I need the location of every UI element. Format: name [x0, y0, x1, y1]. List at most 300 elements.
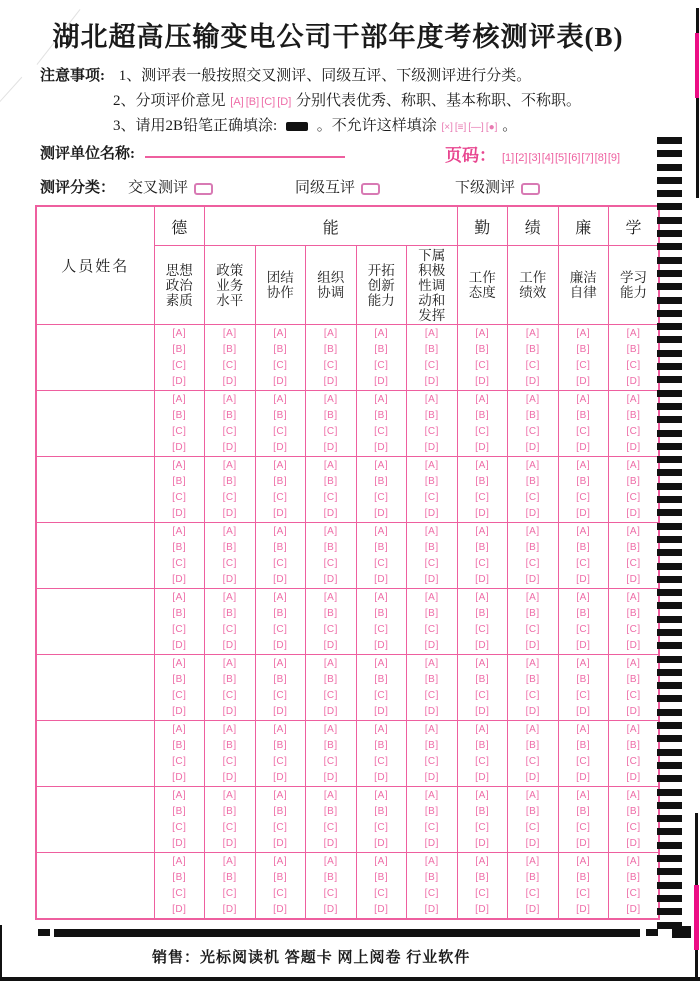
option-bubble[interactable]: [A] [273, 525, 288, 537]
option-bubble[interactable]: [A] [525, 459, 540, 471]
option-bubble[interactable]: [D] [525, 441, 540, 453]
option-bubble[interactable]: [C] [626, 755, 641, 767]
option-bubble[interactable]: [B] [172, 541, 187, 553]
option-bubble[interactable]: [C] [626, 491, 641, 503]
option-bubble[interactable]: [B] [323, 343, 338, 355]
option-bubble[interactable]: [B] [374, 805, 389, 817]
option-bubble[interactable]: [C] [222, 689, 237, 701]
option-bubble[interactable]: [B] [525, 673, 540, 685]
option-bubble[interactable]: [A] [475, 723, 490, 735]
option-bubble[interactable]: [D] [323, 507, 338, 519]
option-bubble[interactable]: [B] [576, 673, 591, 685]
option-bubble[interactable]: [A] [222, 459, 237, 471]
option-bubble[interactable]: [B] [576, 739, 591, 751]
option-bubble[interactable]: [A] [273, 723, 288, 735]
option-bubble[interactable]: [C] [475, 821, 490, 833]
page-code-value[interactable]: [6] [568, 152, 581, 164]
option-bubble[interactable]: [B] [172, 805, 187, 817]
option-bubble[interactable]: [B] [424, 805, 439, 817]
option-bubble[interactable]: [C] [626, 689, 641, 701]
option-bubble[interactable]: [B] [222, 343, 237, 355]
option-bubble[interactable]: [D] [374, 771, 389, 783]
option-bubble[interactable]: [A] [323, 723, 338, 735]
option-bubble[interactable]: [B] [525, 739, 540, 751]
option-bubble[interactable]: [D] [172, 639, 187, 651]
option-bubble[interactable]: [B] [424, 739, 439, 751]
option-bubble[interactable]: [A] [222, 525, 237, 537]
option-bubble[interactable]: [D] [222, 507, 237, 519]
option-bubble[interactable]: [A] [323, 459, 338, 471]
option-bubble[interactable]: [A] [273, 591, 288, 603]
option-bubble[interactable]: [C] [626, 821, 641, 833]
option-bubble[interactable]: [B] [475, 409, 490, 421]
option-bubble[interactable]: [A] [323, 855, 338, 867]
option-bubble[interactable]: [B] [222, 409, 237, 421]
option-bubble[interactable]: [A] [626, 591, 641, 603]
option-bubble[interactable]: [C] [626, 623, 641, 635]
option-bubble[interactable]: [C] [172, 821, 187, 833]
option-bubble[interactable]: [D] [626, 771, 641, 783]
option-bubble[interactable]: [D] [172, 573, 187, 585]
option-bubble[interactable]: [B] [525, 871, 540, 883]
option-bubble[interactable]: [B] [576, 805, 591, 817]
option-bubble[interactable]: [D] [424, 375, 439, 387]
option-bubble[interactable]: [A] [374, 789, 389, 801]
option-bubble[interactable]: [A] [424, 591, 439, 603]
option-bubble[interactable]: [B] [374, 607, 389, 619]
option-bubble[interactable]: [D] [626, 573, 641, 585]
option-bubble[interactable]: [B] [424, 607, 439, 619]
option-bubble[interactable]: [D] [374, 903, 389, 915]
option-bubble[interactable]: [D] [424, 837, 439, 849]
option-bubble[interactable]: [A] [424, 393, 439, 405]
option-bubble[interactable]: [A] [424, 789, 439, 801]
option-bubble[interactable]: [B] [576, 343, 591, 355]
option-bubble[interactable]: [C] [424, 425, 439, 437]
option-bubble[interactable]: [A] [576, 855, 591, 867]
option-bubble[interactable]: [A] [576, 591, 591, 603]
option-bubble[interactable]: [A] [273, 789, 288, 801]
option-bubble[interactable]: [A] [323, 789, 338, 801]
option-bubble[interactable]: [D] [576, 837, 591, 849]
option-bubble[interactable]: [B] [323, 475, 338, 487]
option-bubble[interactable]: [B] [172, 871, 187, 883]
option-bubble[interactable]: [C] [172, 623, 187, 635]
option-bubble[interactable]: [D] [273, 507, 288, 519]
option-bubble[interactable]: [C] [525, 359, 540, 371]
option-bubble[interactable]: [B] [626, 871, 641, 883]
option-bubble[interactable]: [C] [525, 755, 540, 767]
option-bubble[interactable]: [C] [323, 887, 338, 899]
option-bubble[interactable]: [A] [475, 459, 490, 471]
option-bubble[interactable]: [C] [475, 557, 490, 569]
option-bubble[interactable]: [C] [273, 359, 288, 371]
option-bubble[interactable]: [C] [172, 887, 187, 899]
option-bubble[interactable]: [C] [576, 887, 591, 899]
option-bubble[interactable]: [D] [222, 573, 237, 585]
option-bubble[interactable]: [D] [374, 837, 389, 849]
option-bubble[interactable]: [C] [374, 623, 389, 635]
option-bubble[interactable]: [C] [273, 623, 288, 635]
option-bubble[interactable]: [C] [424, 821, 439, 833]
option-bubble[interactable]: [B] [424, 541, 439, 553]
option-bubble[interactable]: [D] [626, 837, 641, 849]
option-bubble[interactable]: [B] [576, 541, 591, 553]
name-cell[interactable] [36, 523, 154, 589]
option-bubble[interactable]: [D] [222, 441, 237, 453]
option-bubble[interactable]: [B] [424, 343, 439, 355]
option-bubble[interactable]: [C] [576, 557, 591, 569]
option-bubble[interactable]: [C] [273, 887, 288, 899]
option-bubble[interactable]: [C] [374, 755, 389, 767]
option-bubble[interactable]: [A] [525, 855, 540, 867]
option-bubble[interactable]: [D] [273, 771, 288, 783]
option-bubble[interactable]: [C] [626, 887, 641, 899]
option-bubble[interactable]: [C] [323, 689, 338, 701]
name-cell[interactable] [36, 853, 154, 920]
option-bubble[interactable]: [C] [273, 755, 288, 767]
option-bubble[interactable]: [D] [273, 375, 288, 387]
option-bubble[interactable]: [D] [576, 903, 591, 915]
option-bubble[interactable]: [C] [525, 557, 540, 569]
option-bubble[interactable]: [A] [273, 657, 288, 669]
option-bubble[interactable]: [A] [323, 393, 338, 405]
category-checkbox[interactable] [521, 183, 540, 195]
option-bubble[interactable]: [C] [222, 491, 237, 503]
option-bubble[interactable]: [D] [475, 375, 490, 387]
option-bubble[interactable]: [D] [323, 441, 338, 453]
option-bubble[interactable]: [C] [323, 491, 338, 503]
option-bubble[interactable]: [D] [424, 507, 439, 519]
option-bubble[interactable]: [B] [222, 673, 237, 685]
option-bubble[interactable]: [C] [475, 755, 490, 767]
option-bubble[interactable]: [D] [424, 639, 439, 651]
option-bubble[interactable]: [B] [424, 475, 439, 487]
option-bubble[interactable]: [B] [374, 541, 389, 553]
option-bubble[interactable]: [C] [273, 425, 288, 437]
option-bubble[interactable]: [D] [626, 639, 641, 651]
option-bubble[interactable]: [D] [222, 903, 237, 915]
option-bubble[interactable]: [B] [222, 739, 237, 751]
option-bubble[interactable]: [B] [374, 673, 389, 685]
option-bubble[interactable]: [A] [172, 723, 187, 735]
option-bubble[interactable]: [B] [273, 805, 288, 817]
option-bubble[interactable]: [D] [172, 507, 187, 519]
option-bubble[interactable]: [D] [475, 837, 490, 849]
option-bubble[interactable]: [A] [525, 393, 540, 405]
option-bubble[interactable]: [A] [172, 789, 187, 801]
option-bubble[interactable]: [D] [172, 441, 187, 453]
option-bubble[interactable]: [C] [576, 623, 591, 635]
option-bubble[interactable]: [C] [525, 689, 540, 701]
option-bubble[interactable]: [A] [626, 393, 641, 405]
option-bubble[interactable]: [A] [374, 657, 389, 669]
option-bubble[interactable]: [C] [222, 359, 237, 371]
option-bubble[interactable]: [A] [525, 327, 540, 339]
option-bubble[interactable]: [B] [475, 343, 490, 355]
option-bubble[interactable]: [A] [374, 591, 389, 603]
option-bubble[interactable]: [D] [222, 375, 237, 387]
option-bubble[interactable]: [C] [222, 755, 237, 767]
option-bubble[interactable]: [A] [424, 525, 439, 537]
option-bubble[interactable]: [D] [172, 705, 187, 717]
option-bubble[interactable]: [B] [424, 673, 439, 685]
option-bubble[interactable]: [B] [374, 409, 389, 421]
option-bubble[interactable]: [B] [273, 739, 288, 751]
option-bubble[interactable]: [C] [424, 557, 439, 569]
option-bubble[interactable]: [B] [172, 475, 187, 487]
option-bubble[interactable]: [C] [172, 425, 187, 437]
option-bubble[interactable]: [C] [525, 623, 540, 635]
option-bubble[interactable]: [D] [525, 573, 540, 585]
option-bubble[interactable]: [D] [424, 705, 439, 717]
option-bubble[interactable]: [B] [172, 607, 187, 619]
option-bubble[interactable]: [B] [525, 409, 540, 421]
option-bubble[interactable]: [A] [172, 591, 187, 603]
option-bubble[interactable]: [A] [323, 525, 338, 537]
option-bubble[interactable]: [D] [424, 771, 439, 783]
option-bubble[interactable]: [D] [222, 705, 237, 717]
option-bubble[interactable]: [C] [424, 491, 439, 503]
option-bubble[interactable]: [D] [475, 507, 490, 519]
option-bubble[interactable]: [B] [273, 343, 288, 355]
option-bubble[interactable]: [A] [475, 327, 490, 339]
option-bubble[interactable]: [B] [475, 607, 490, 619]
option-bubble[interactable]: [D] [323, 705, 338, 717]
option-bubble[interactable]: [C] [424, 623, 439, 635]
option-bubble[interactable]: [D] [323, 903, 338, 915]
option-bubble[interactable]: [D] [273, 903, 288, 915]
option-bubble[interactable]: [C] [374, 359, 389, 371]
option-bubble[interactable]: [A] [374, 393, 389, 405]
option-bubble[interactable]: [A] [374, 525, 389, 537]
option-bubble[interactable]: [B] [626, 475, 641, 487]
option-bubble[interactable]: [D] [626, 903, 641, 915]
option-bubble[interactable]: [B] [424, 409, 439, 421]
option-bubble[interactable]: [B] [222, 541, 237, 553]
option-bubble[interactable]: [B] [475, 805, 490, 817]
option-bubble[interactable]: [D] [626, 507, 641, 519]
option-bubble[interactable]: [D] [172, 903, 187, 915]
option-bubble[interactable]: [B] [374, 871, 389, 883]
option-bubble[interactable]: [C] [222, 557, 237, 569]
option-bubble[interactable]: [B] [273, 409, 288, 421]
option-bubble[interactable]: [B] [222, 607, 237, 619]
option-bubble[interactable]: [B] [172, 739, 187, 751]
option-bubble[interactable]: [B] [576, 475, 591, 487]
option-bubble[interactable]: [C] [323, 623, 338, 635]
option-bubble[interactable]: [C] [222, 425, 237, 437]
option-bubble[interactable]: [B] [576, 871, 591, 883]
option-bubble[interactable]: [C] [222, 821, 237, 833]
option-bubble[interactable]: [B] [374, 739, 389, 751]
option-bubble[interactable]: [B] [626, 805, 641, 817]
option-bubble[interactable]: [A] [172, 657, 187, 669]
option-bubble[interactable]: [C] [323, 557, 338, 569]
option-bubble[interactable]: [B] [172, 673, 187, 685]
option-bubble[interactable]: [C] [172, 491, 187, 503]
option-bubble[interactable]: [A] [374, 327, 389, 339]
option-bubble[interactable]: [D] [374, 375, 389, 387]
option-bubble[interactable]: [A] [576, 393, 591, 405]
option-bubble[interactable]: [D] [626, 375, 641, 387]
option-bubble[interactable]: [D] [374, 639, 389, 651]
option-bubble[interactable]: [C] [323, 821, 338, 833]
option-bubble[interactable]: [C] [475, 491, 490, 503]
option-bubble[interactable]: [D] [273, 837, 288, 849]
option-bubble[interactable]: [C] [525, 887, 540, 899]
option-bubble[interactable]: [D] [525, 903, 540, 915]
option-bubble[interactable]: [A] [475, 525, 490, 537]
name-cell[interactable] [36, 457, 154, 523]
option-bubble[interactable]: [A] [475, 393, 490, 405]
option-bubble[interactable]: [B] [525, 541, 540, 553]
option-bubble[interactable]: [B] [626, 541, 641, 553]
option-bubble[interactable]: [C] [475, 689, 490, 701]
option-bubble[interactable]: [D] [323, 639, 338, 651]
option-bubble[interactable]: [C] [172, 557, 187, 569]
option-bubble[interactable]: [A] [374, 723, 389, 735]
option-bubble[interactable]: [B] [626, 343, 641, 355]
category-checkbox[interactable] [194, 183, 213, 195]
option-bubble[interactable]: [C] [525, 821, 540, 833]
option-bubble[interactable]: [B] [273, 673, 288, 685]
option-bubble[interactable]: [A] [424, 327, 439, 339]
option-bubble[interactable]: [B] [576, 409, 591, 421]
option-bubble[interactable]: [C] [525, 425, 540, 437]
option-bubble[interactable]: [D] [273, 441, 288, 453]
option-bubble[interactable]: [B] [475, 739, 490, 751]
option-bubble[interactable]: [C] [172, 755, 187, 767]
option-bubble[interactable]: [B] [374, 475, 389, 487]
name-cell[interactable] [36, 589, 154, 655]
option-bubble[interactable]: [C] [273, 491, 288, 503]
option-bubble[interactable]: [B] [626, 607, 641, 619]
option-bubble[interactable]: [A] [172, 459, 187, 471]
option-bubble[interactable]: [C] [374, 425, 389, 437]
option-bubble[interactable]: [C] [374, 887, 389, 899]
option-bubble[interactable]: [C] [576, 689, 591, 701]
option-bubble[interactable]: [D] [576, 573, 591, 585]
option-bubble[interactable]: [D] [273, 573, 288, 585]
option-bubble[interactable]: [A] [172, 855, 187, 867]
option-bubble[interactable]: [D] [576, 375, 591, 387]
option-bubble[interactable]: [A] [626, 723, 641, 735]
option-bubble[interactable]: [D] [475, 771, 490, 783]
option-bubble[interactable]: [A] [424, 459, 439, 471]
option-bubble[interactable]: [A] [576, 789, 591, 801]
option-bubble[interactable]: [A] [475, 591, 490, 603]
option-bubble[interactable]: [D] [172, 837, 187, 849]
option-bubble[interactable]: [A] [222, 591, 237, 603]
option-bubble[interactable]: [D] [475, 705, 490, 717]
option-bubble[interactable]: [A] [576, 525, 591, 537]
option-bubble[interactable]: [D] [525, 771, 540, 783]
option-bubble[interactable]: [D] [424, 573, 439, 585]
option-bubble[interactable]: [A] [626, 789, 641, 801]
option-bubble[interactable]: [D] [222, 771, 237, 783]
option-bubble[interactable]: [A] [172, 327, 187, 339]
option-bubble[interactable]: [B] [525, 805, 540, 817]
option-bubble[interactable]: [C] [273, 689, 288, 701]
option-bubble[interactable]: [D] [525, 507, 540, 519]
option-bubble[interactable]: [B] [525, 475, 540, 487]
option-bubble[interactable]: [D] [424, 441, 439, 453]
option-bubble[interactable]: [C] [424, 689, 439, 701]
category-checkbox[interactable] [361, 183, 380, 195]
option-bubble[interactable]: [A] [374, 459, 389, 471]
option-bubble[interactable]: [B] [626, 673, 641, 685]
option-bubble[interactable]: [D] [475, 573, 490, 585]
option-bubble[interactable]: [A] [323, 657, 338, 669]
option-bubble[interactable]: [C] [323, 755, 338, 767]
option-bubble[interactable]: [A] [525, 657, 540, 669]
option-bubble[interactable]: [A] [424, 855, 439, 867]
option-bubble[interactable]: [A] [475, 789, 490, 801]
option-bubble[interactable]: [D] [576, 705, 591, 717]
option-bubble[interactable]: [C] [222, 623, 237, 635]
option-bubble[interactable]: [B] [273, 475, 288, 487]
option-bubble[interactable]: [D] [222, 837, 237, 849]
option-bubble[interactable]: [C] [172, 359, 187, 371]
option-bubble[interactable]: [B] [424, 871, 439, 883]
option-bubble[interactable]: [D] [525, 639, 540, 651]
name-cell[interactable] [36, 655, 154, 721]
option-bubble[interactable]: [B] [222, 475, 237, 487]
option-bubble[interactable]: [D] [172, 771, 187, 783]
option-bubble[interactable]: [A] [222, 657, 237, 669]
option-bubble[interactable]: [A] [273, 327, 288, 339]
option-bubble[interactable]: [A] [576, 723, 591, 735]
option-bubble[interactable]: [C] [374, 491, 389, 503]
option-bubble[interactable]: [B] [374, 343, 389, 355]
option-bubble[interactable]: [A] [273, 855, 288, 867]
option-bubble[interactable]: [D] [323, 837, 338, 849]
option-bubble[interactable]: [B] [626, 739, 641, 751]
option-bubble[interactable]: [D] [374, 507, 389, 519]
option-bubble[interactable]: [D] [576, 639, 591, 651]
option-bubble[interactable]: [D] [576, 441, 591, 453]
option-bubble[interactable]: [C] [222, 887, 237, 899]
option-bubble[interactable]: [B] [323, 541, 338, 553]
option-bubble[interactable]: [D] [626, 441, 641, 453]
option-bubble[interactable]: [C] [576, 755, 591, 767]
option-bubble[interactable]: [B] [172, 343, 187, 355]
option-bubble[interactable]: [A] [222, 855, 237, 867]
option-bubble[interactable]: [A] [525, 525, 540, 537]
option-bubble[interactable]: [C] [374, 821, 389, 833]
option-bubble[interactable]: [D] [374, 705, 389, 717]
option-bubble[interactable]: [D] [576, 507, 591, 519]
option-bubble[interactable]: [C] [424, 887, 439, 899]
option-bubble[interactable]: [B] [323, 409, 338, 421]
option-bubble[interactable]: [A] [273, 459, 288, 471]
option-bubble[interactable]: [A] [475, 855, 490, 867]
option-bubble[interactable]: [D] [525, 375, 540, 387]
option-bubble[interactable]: [A] [576, 327, 591, 339]
option-bubble[interactable]: [A] [576, 657, 591, 669]
option-bubble[interactable]: [A] [222, 789, 237, 801]
option-bubble[interactable]: [C] [374, 557, 389, 569]
option-bubble[interactable]: [C] [273, 821, 288, 833]
option-bubble[interactable]: [D] [475, 639, 490, 651]
page-code-value[interactable]: [1] [502, 152, 515, 164]
option-bubble[interactable]: [B] [525, 607, 540, 619]
unit-name-input-line[interactable] [145, 140, 345, 158]
name-cell[interactable] [36, 787, 154, 853]
option-bubble[interactable]: [A] [222, 393, 237, 405]
option-bubble[interactable]: [A] [323, 327, 338, 339]
